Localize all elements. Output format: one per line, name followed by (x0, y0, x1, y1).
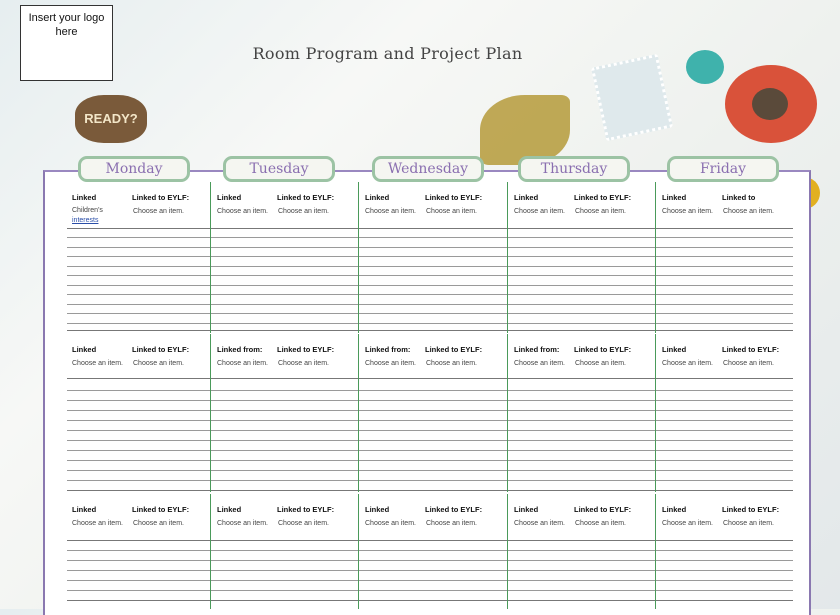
eylf-dropdown[interactable]: Choose an item. (575, 208, 626, 215)
eylf-dropdown[interactable]: Choose an item. (723, 208, 774, 215)
childrens-interests-value[interactable]: Children's (72, 207, 103, 214)
writing-line (67, 580, 793, 581)
linked-from-dropdown[interactable]: Choose an item. (217, 360, 268, 367)
linked-from-dropdown[interactable]: Choose an item. (365, 360, 416, 367)
linked-eylf-label: Linked to EYLF: (132, 345, 190, 354)
linked-eylf-label: Linked to EYLF: (722, 505, 780, 514)
day-tab-wednesday: Wednesday (372, 156, 484, 182)
linked-eylf-label: Linked to EYLF: (132, 505, 190, 514)
column-divider (507, 494, 508, 609)
eylf-dropdown[interactable]: Choose an item. (278, 208, 329, 215)
eylf-dropdown[interactable]: Choose an item. (723, 520, 774, 527)
linked-from-dropdown[interactable]: Choose an item. (365, 520, 416, 527)
linked-from-label: Linked (662, 505, 687, 514)
writing-line (67, 378, 793, 379)
linked-eylf-label: Linked to EYLF: (425, 345, 483, 354)
linked-from-label: Linked from: (217, 345, 263, 354)
linked-from-dropdown[interactable]: Choose an item. (662, 208, 713, 215)
writing-line (67, 266, 793, 267)
writing-line (67, 400, 793, 401)
column-divider (210, 334, 211, 492)
linked-from-dropdown[interactable]: Choose an item. (217, 520, 268, 527)
linked-from-label: Linked (662, 193, 687, 202)
eylf-dropdown[interactable]: Choose an item. (278, 360, 329, 367)
linked-from-label: Linked (514, 505, 539, 514)
writing-line (67, 490, 793, 491)
linked-from-dropdown[interactable]: Choose an item. (662, 520, 713, 527)
leaf-icon (480, 95, 570, 165)
writing-line (67, 540, 793, 541)
writing-line (67, 560, 793, 561)
teal-flower-icon (686, 50, 724, 84)
column-divider (210, 182, 211, 333)
linked-from-label: Linked (217, 193, 242, 202)
column-divider (358, 182, 359, 333)
writing-line (67, 294, 793, 295)
writing-line (67, 550, 793, 551)
eylf-dropdown[interactable]: Choose an item. (426, 360, 477, 367)
linked-eylf-label: Linked to EYLF: (277, 193, 335, 202)
writing-line (67, 313, 793, 314)
writing-line (67, 430, 793, 431)
writing-line (67, 275, 793, 276)
linked-from-dropdown[interactable]: Choose an item. (217, 208, 268, 215)
writing-line (67, 330, 793, 331)
linked-eylf-label: Linked to EYLF: (574, 345, 632, 354)
writing-line (67, 590, 793, 591)
linked-eylf-label: Linked to EYLF: (722, 345, 780, 354)
column-divider (507, 334, 508, 492)
column-divider (210, 494, 211, 609)
eylf-dropdown[interactable]: Choose an item. (133, 208, 184, 215)
column-divider (655, 334, 656, 492)
linked-from-dropdown[interactable]: Choose an item. (72, 520, 123, 527)
linked-from-dropdown[interactable]: Choose an item. (662, 360, 713, 367)
stamp-pelican-icon (591, 54, 673, 141)
linked-eylf-label: Linked to EYLF: (574, 505, 632, 514)
linked-eylf-label: Linked to EYLF: (425, 193, 483, 202)
logo-placeholder[interactable]: Insert your logo here (20, 5, 113, 81)
linked-from-label: Linked (72, 193, 97, 202)
writing-line (67, 440, 793, 441)
writing-line (67, 420, 793, 421)
writing-line (67, 450, 793, 451)
writing-line (67, 600, 793, 601)
linked-from-label: Linked (365, 193, 390, 202)
column-divider (655, 494, 656, 609)
linked-eylf-label: Linked to EYLF: (425, 505, 483, 514)
page-title: Room Program and Project Plan (252, 44, 523, 63)
button-center-icon (752, 88, 788, 120)
eylf-dropdown[interactable]: Choose an item. (575, 520, 626, 527)
day-tab-thursday: Thursday (518, 156, 630, 182)
eylf-dropdown[interactable]: Choose an item. (133, 520, 184, 527)
linked-from-label: Linked from: (365, 345, 411, 354)
writing-line (67, 247, 793, 248)
linked-from-dropdown[interactable]: Choose an item. (72, 360, 123, 367)
writing-line (67, 256, 793, 257)
column-divider (358, 494, 359, 609)
day-tab-friday: Friday (667, 156, 779, 182)
writing-line (67, 323, 793, 324)
writing-line (67, 410, 793, 411)
eylf-dropdown[interactable]: Choose an item. (133, 360, 184, 367)
linked-from-label: Linked (72, 345, 97, 354)
linked-from-dropdown[interactable]: Choose an item. (514, 520, 565, 527)
column-divider (507, 182, 508, 333)
ready-sign-icon: READY? (75, 95, 147, 143)
eylf-dropdown[interactable]: Choose an item. (426, 520, 477, 527)
writing-line (67, 228, 793, 229)
writing-line (67, 460, 793, 461)
eylf-dropdown[interactable]: Choose an item. (278, 520, 329, 527)
linked-eylf-label: Linked to EYLF: (277, 505, 335, 514)
day-tab-monday: Monday (78, 156, 190, 182)
writing-line (67, 237, 793, 238)
linked-from-dropdown[interactable]: Choose an item. (514, 360, 565, 367)
column-divider (358, 334, 359, 492)
linked-from-dropdown[interactable]: Choose an item. (365, 208, 416, 215)
linked-from-label: Linked from: (514, 345, 560, 354)
linked-from-label: Linked (514, 193, 539, 202)
linked-eylf-label: Linked to EYLF: (574, 193, 632, 202)
eylf-dropdown[interactable]: Choose an item. (723, 360, 774, 367)
eylf-dropdown[interactable]: Choose an item. (426, 208, 477, 215)
eylf-dropdown[interactable]: Choose an item. (575, 360, 626, 367)
day-tab-tuesday: Tuesday (223, 156, 335, 182)
writing-line (67, 390, 793, 391)
linked-eylf-label: Linked to EYLF: (277, 345, 335, 354)
linked-eylf-label: Linked to EYLF: (132, 193, 190, 202)
linked-eylf-label: Linked to (722, 193, 756, 202)
linked-from-label: Linked (662, 345, 687, 354)
linked-from-label: Linked (365, 505, 390, 514)
childrens-interests-link[interactable]: interests (72, 217, 99, 224)
writing-line (67, 470, 793, 471)
writing-line (67, 304, 793, 305)
linked-from-label: Linked (72, 505, 97, 514)
writing-line (67, 285, 793, 286)
column-divider (655, 182, 656, 333)
writing-line (67, 570, 793, 571)
writing-line (67, 480, 793, 481)
linked-from-label: Linked (217, 505, 242, 514)
linked-from-dropdown[interactable]: Choose an item. (514, 208, 565, 215)
